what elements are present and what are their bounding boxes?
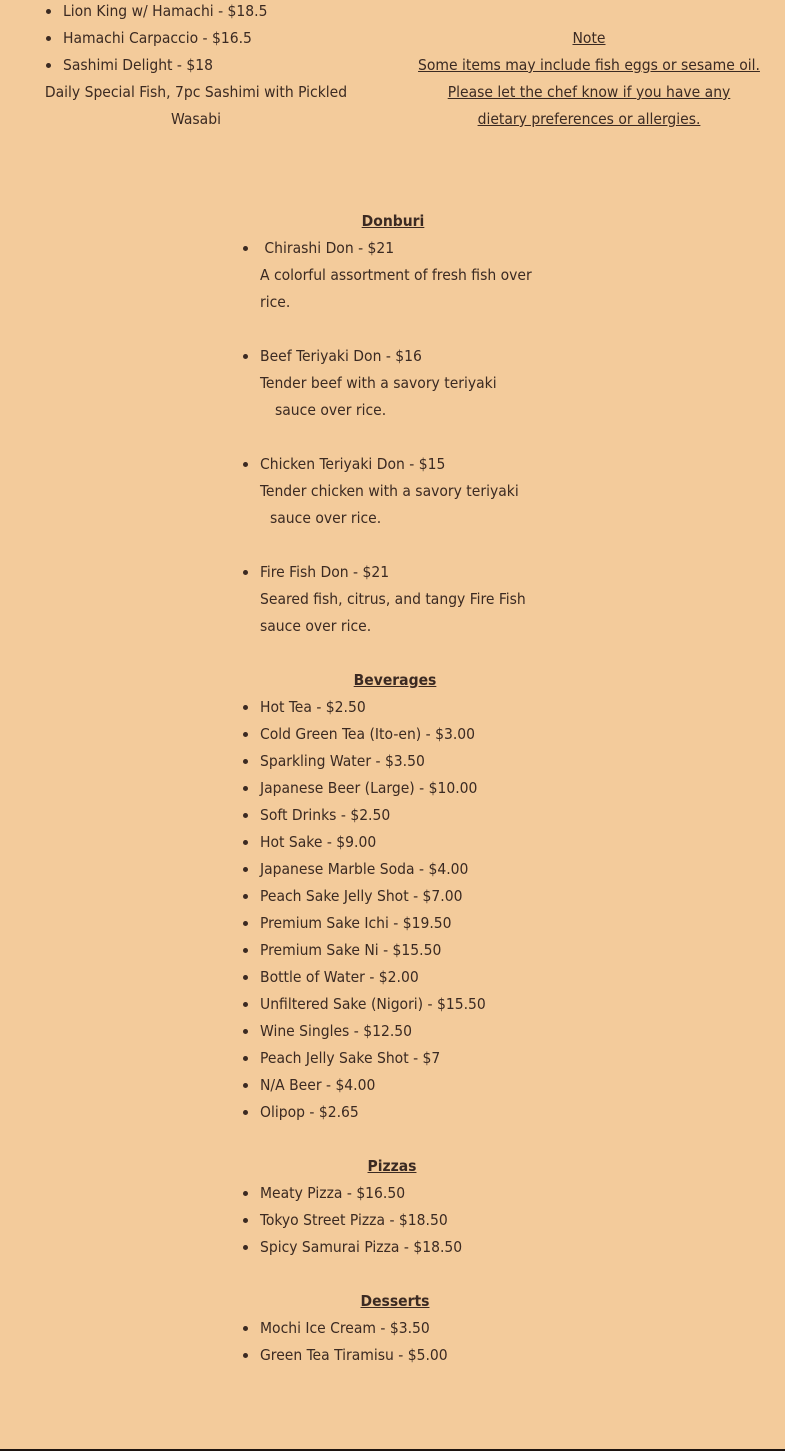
list-item: Chirashi Don - $21 [260, 235, 394, 262]
list-item: Meaty Pizza - $16.50 [260, 1180, 405, 1207]
list-item: Japanese Marble Soda - $4.00 [260, 856, 468, 883]
list-item: Olipop - $2.65 [260, 1099, 359, 1126]
note-text: Some items may include fish eggs or sesame oil. [418, 56, 760, 74]
item-description: Seared fish, citrus, and tangy Fire Fish [260, 590, 526, 608]
section-heading-donburi: Donburi [361, 212, 425, 230]
list-item: Sashimi Delight - $18 [63, 52, 213, 79]
item-description: Wasabi [171, 110, 221, 128]
list-item: Cold Green Tea (Ito-en) - $3.00 [260, 721, 475, 748]
note-title: Note [572, 29, 606, 47]
list-item: Peach Jelly Sake Shot - $7 [260, 1045, 440, 1072]
list-item: Fire Fish Don - $21 [260, 559, 389, 586]
list-item: Unfiltered Sake (Nigori) - $15.50 [260, 991, 486, 1018]
list-item: Premium Sake Ichi - $19.50 [260, 910, 452, 937]
list-item: Mochi Ice Cream - $3.50 [260, 1315, 430, 1342]
item-description: Tender beef with a savory teriyaki [260, 374, 497, 392]
list-item: Chicken Teriyaki Don - $15 [260, 451, 445, 478]
list-item: Hamachi Carpaccio - $16.5 [63, 25, 252, 52]
section-heading-beverages: Beverages [353, 671, 437, 689]
list-item: Lion King w/ Hamachi - $18.5 [63, 0, 267, 25]
item-description: A colorful assortment of fresh fish over [260, 266, 532, 284]
list-item: Tokyo Street Pizza - $18.50 [260, 1207, 448, 1234]
note-text: dietary preferences or allergies. [477, 110, 701, 128]
item-description: Daily Special Fish, 7pc Sashimi with Pickled [44, 83, 348, 101]
list-item: Peach Sake Jelly Shot - $7.00 [260, 883, 462, 910]
list-item: Green Tea Tiramisu - $5.00 [260, 1342, 448, 1369]
item-description: Tender chicken with a savory teriyaki [260, 482, 519, 500]
note-text: Please let the chef know if you have any [447, 83, 731, 101]
section-heading-desserts: Desserts [360, 1292, 430, 1310]
section-heading-pizzas: Pizzas [367, 1157, 417, 1175]
list-item: Bottle of Water - $2.00 [260, 964, 419, 991]
item-description: rice. [260, 293, 291, 311]
list-item: Hot Sake - $9.00 [260, 829, 376, 856]
list-item: Premium Sake Ni - $15.50 [260, 937, 441, 964]
list-item: Japanese Beer (Large) - $10.00 [260, 775, 477, 802]
item-description: sauce over rice. [270, 509, 382, 527]
list-item: Spicy Samurai Pizza - $18.50 [260, 1234, 462, 1261]
list-item: Soft Drinks - $2.50 [260, 802, 390, 829]
list-item: Hot Tea - $2.50 [260, 694, 366, 721]
list-item: Beef Teriyaki Don - $16 [260, 343, 422, 370]
list-item: N/A Beer - $4.00 [260, 1072, 375, 1099]
list-item: Wine Singles - $12.50 [260, 1018, 412, 1045]
item-description: sauce over rice. [275, 401, 387, 419]
item-description: sauce over rice. [260, 617, 372, 635]
list-item: Sparkling Water - $3.50 [260, 748, 425, 775]
